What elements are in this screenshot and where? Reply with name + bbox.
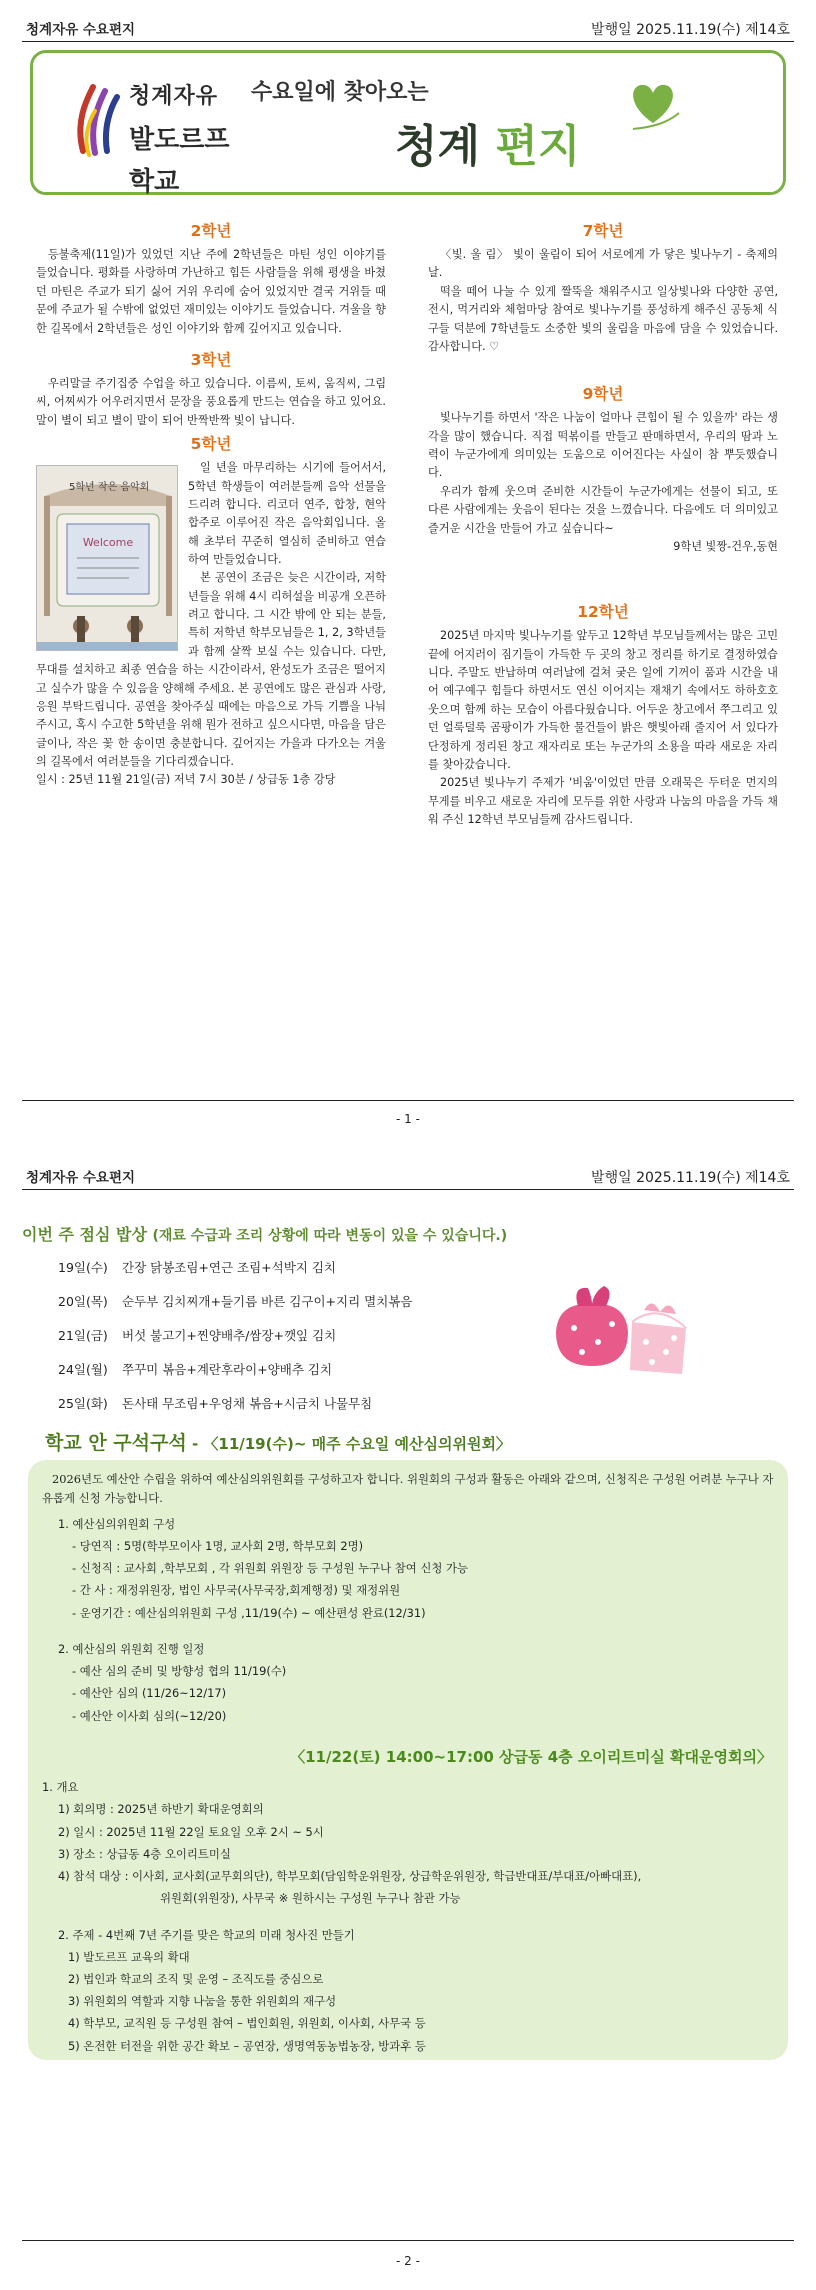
grade7-p1: 〈빛. 울 림〉 빛이 울림이 되어 서로에게 가 닿은 빛나누기 - 축제의 날.	[428, 248, 778, 280]
menu-row: 25일(화) 돈사태 무조림+우엉채 볶음+시금치 나물무침	[58, 1396, 373, 1411]
logo-line2: 발도르프학교	[129, 125, 230, 198]
gov-s1-item: - 당연직 : 5명(학부모이사 1명, 교사회 2명, 학부모회 2명)	[72, 1539, 364, 1554]
gov-box	[28, 1460, 788, 2060]
meet-s1-item: 4) 참석 대상 : 이사회, 교사회(교무회의단), 학부모회(담임학운위원장, 상급학운위원장, 학급반대표/부대표/아빠대표),	[58, 1869, 642, 1884]
svg-text:Welcome: Welcome	[82, 536, 134, 550]
gov-title: 학교 안 구석구석	[45, 1432, 187, 1454]
menu-row: 20일(목) 순두부 김치찌개+들기름 바른 김구이+지리 멸치볶음	[58, 1294, 413, 1309]
banner-title-b: 편지	[495, 121, 581, 172]
gov-intro: 2026년도 예산안 수립을 위하여 예산심의위원회를 구성하고자 합니다. 위원회의 구성과 활동은 아래와 같으며, 신청직은 구성원 어려분 누구나 자유롭게 신청 가능합니다.	[42, 1472, 774, 1506]
grade2-text: 등불축제(11일)가 있었던 지난 주에 2학년들은 마틴 성인 이야기를 들었습니다. 평화를 사랑하며 가난하고 힘든 사람들을 위해 평생을 바쳤던 마틴은 주교가 되기 싫어 거위 우리에 숨어 있었지만 결국 거위들 때문에 주교가 될 수밖에 없었던 재미있는 이야기도 들었습니다. 겨울을 향한 길목에서 2학년들은 성인 이야기와 함께 깊어지고 있습니다.	[36, 248, 386, 335]
grade9-title: 9학년	[582, 385, 624, 404]
meet-s2-item: 5) 온전한 터전을 위한 공간 확보 – 공연장, 생명역동농법농장, 방과후 등	[68, 2038, 426, 2053]
grade9-sign: 9학년 빛짱-건우,동현	[673, 539, 778, 553]
grade2-title: 2학년	[190, 222, 232, 240]
gov-s1: 1. 예산심의위원회 구성	[58, 1516, 176, 1531]
meet-s1-item: 2) 일시 : 2025년 11월 22일 토요일 오후 2시 ~ 5시	[58, 1824, 324, 1839]
photo-caption: 5학년 작은 음악회	[69, 482, 150, 494]
meet-s2-item: 4) 학부모, 교직원 등 구성원 참여 – 법인회원, 위원회, 이사회, 사무국 등	[68, 2016, 426, 2031]
column-left	[36, 215, 386, 790]
gov-s2-item: - 예산안 이사회 심의(~12/20)	[72, 1708, 227, 1723]
gov-s2-item: - 예산 심의 준비 및 방향성 협의 11/19(수)	[72, 1664, 287, 1679]
page-header	[22, 16, 794, 42]
school-logo	[73, 71, 233, 198]
grade12-p1: 2025년 마지막 빛나누기를 앞두고 12학년 부모님들께서는 많은 고민끝에 어지러이 짐기들이 가득한 두 곳의 창고 정리를 하기로 결정하였습니다. 주말도 반납하며 여러날에 걸쳐 궂은 일에 기꺼이 품과 시간을 내어 예구예구 힘들다 하면서도 연신 이어지는 재채기 속에서도 하하호호 웃으며 함께 하는 모습이 아름다웠습니다. 어두운 창고에서 쭈그리고 있던 얼룩덜룩 곰팡이가 가득한 물건들이 밝은 햇빛아래 줄지어 서 있다가 단정하게 정리된 창고 재자리로 또는 누군가의 소용을 따라 새로운 자리를 찾아갔습니다.	[428, 629, 778, 771]
page1-number: - 1 -	[396, 1112, 420, 1126]
grade12-p2: 2025년 빛나누기 주제가 '비움'이었던 만큼 오래묵은 두터운 먼지의 무게를 비우고 새로운 자리에 모두를 위한 사랑과 나눔의 마음을 가득 채워 주신 12학년 부모님들께 감사드립니다.	[428, 776, 778, 826]
header-date-2: 발행일 2025.11.19(수) 제14호	[591, 1170, 790, 1186]
banner-title	[395, 111, 580, 182]
menu-row: 24일(월) 쭈꾸미 볶음+계란후라이+양배추 김치	[58, 1362, 333, 1377]
gov-s2-item: - 예산안 심의 (11/26~12/17)	[72, 1686, 227, 1701]
grade5-info: 일시 : 25년 11월 21일(금) 저녁 7시 30분 / 상급동 1층 강당	[36, 773, 336, 787]
meet-s1-item: 3) 장소 : 상급동 4층 오이리트미실	[58, 1846, 231, 1861]
menu-heading	[22, 1222, 507, 1248]
menu-row: 21일(금) 버섯 불고기+찐양배추/쌈장+깻잎 김치	[58, 1328, 337, 1343]
grade7-p2: 떡을 떼어 나눌 수 있게 짤뚝을 채워주시고 일상빛나와 다양한 공연, 전시, 먹거리와 체험마당 참여로 빛나누기를 풍성하게 해주신 공동체 식구들 덕분에 7학년들도 소중한 빛의 울림을 마음에 담을 수 있었습니다. 감사합니다. ♡	[428, 284, 778, 353]
grade3-title: 3학년	[190, 350, 232, 369]
page-2	[0, 1150, 816, 2290]
grade5-title: 5학년	[190, 435, 232, 454]
grade5-p1: 일 년을 마무리하는 시기에 들어서서, 5학년 학생들이 여러분들께 음악 선물을 드리려 합니다. 리코더 연주, 합창, 현악 합주로 이루어진 작은 음악회입니다. 올해 초부터 꾸준히 열심히 준비하고 연습하여 만들었습니다.	[188, 461, 386, 566]
meet-s1: 1. 개요	[42, 1780, 79, 1795]
gov-s1-item: - 운영기간 : 예산심의위원회 구성 ,11/19(수) ~ 예산편성 완료(12/31)	[72, 1605, 426, 1620]
meet-s2-item: 3) 위원회의 역할과 지향 나눔을 통한 위원회의 재구성	[68, 1994, 337, 2009]
page1-rule	[22, 1100, 794, 1101]
grade9-p2: 우리가 함께 웃으며 준비한 시간들이 누군가에게는 선물이 되고, 또 다른 사람에게는 웃음이 된다는 것을 느꼈습니다. 다음에도 더 의미있고 즐거운 시간을 만들어 가고 싶습니다~	[428, 484, 778, 535]
grade7-title: 7학년	[582, 222, 624, 240]
page2-header	[22, 1164, 794, 1190]
meet-s2-item: 2) 법인과 학교의 조직 및 운영 – 조직도를 중심으로	[68, 1972, 324, 1987]
banner-title-a: 청계	[395, 121, 481, 172]
gov-s2: 2. 예산심의 위원회 진행 일정	[58, 1641, 205, 1656]
gov-subtitle: - 〈11/19(수)~ 매주 수요일 예산심의위원회〉	[186, 1435, 511, 1453]
grade3-text: 우리말글 주기집중 수업을 하고 있습니다. 이름씨, 토씨, 움직씨, 그림씨, 어찌씨가 어우러지면서 문장을 풍요롭게 만드는 연습을 하고 있어요. 말이 별이 되고 별이 말이 되어 반짝반짝 빛이 납니다.	[36, 377, 386, 427]
banner-subtitle: 수요일에 찾아오는	[251, 80, 429, 105]
menu-note: (재료 수급과 조리 상황에 따라 변동이 있을 수 있습니다.)	[152, 1228, 508, 1244]
menu-row: 19일(수) 간장 닭봉조림+연근 조림+석박지 김치	[58, 1260, 336, 1275]
meet-s1-cont: 위원회(위원장), 사무국 ※ 원하시는 구성원 누구나 참관 가능	[160, 1891, 461, 1906]
header-date: 발행일 2025.11.19(수) 제14호	[591, 22, 790, 38]
lunch-menu	[58, 1258, 412, 1428]
gov-heading	[45, 1428, 511, 1459]
logo-icon	[73, 81, 123, 161]
meet-s2: 2. 주제 - 4번째 7년 주기를 맞은 학교의 미래 청사진 만들기	[58, 1927, 355, 1942]
header-school: 청계자유 수요편지	[26, 22, 136, 38]
page2-rule	[22, 2240, 794, 2241]
gov-s1-item: - 신청직 : 교사회 ,학부모회 , 각 위원회 위원장 등 구성원 누구나 참여 신청 가능	[72, 1561, 468, 1576]
page2-number: - 2 -	[396, 2254, 420, 2268]
heart-icon	[623, 73, 683, 133]
grade5-photo	[36, 465, 178, 651]
meeting-title: 〈11/22(토) 14:00~17:00 상급동 4층 오이리트미실 확대운영회의〉	[290, 1747, 772, 1766]
meet-s2-item: 1) 발도르프 교육의 확대	[68, 1949, 190, 1964]
grade5-p2: 본 공연이 조금은 늦은 시간이라, 저학년들을 위해 4시 리허설을 비공개 오픈하려고 합니다. 그 시간 밖에 안 되는 분들, 특히 저학년 학부모님들은 1, 2, 3학년들과 함께 살짝 보실 수는 있습니다. 다만, 무대를 설치하고 최종 연습을 하는 시간이라서, 완성도가 조금은 떨어지고 실수가 많을 수 있음을 양해해 주세요. 본 공연에도 많은 관심과 사랑, 응원 부탁드립니다. 공연을 찾아주실 때에는 마음으로 가득 기쁨을 나눠주시고, 혹시 수고한 5학년을 위해 뭔가 전하고 싶으시다면, 마음을 담은 글이나, 작은 꽃 한 송이면 충분합니다. 깊어지는 가을과 다가오는 겨울의 길목에서 여러분들을 기다리겠습니다.	[36, 571, 386, 768]
grade12-title: 12학년	[577, 603, 629, 622]
masthead-banner	[30, 50, 786, 198]
gift-icon	[548, 1262, 698, 1382]
logo-line1: 청계자유	[129, 83, 219, 109]
header-school-2: 청계자유 수요편지	[26, 1170, 136, 1186]
column-right	[428, 215, 778, 829]
meet-s1-item: 1) 회의명 : 2025년 하반기 확대운영회의	[58, 1802, 264, 1817]
grade9-p1: 빛나누기를 하면서 '작은 나눔이 얼마나 큰힘이 될 수 있을까' 라는 생각을 많이 했습니다. 직접 떡볶이를 만들고 판매하면서, 우리의 땀과 노력이 누군가에게 의미있는 도움으로 이어진다는 사실이 참 뿌듯했습니다.	[428, 411, 778, 480]
menu-title: 이번 주 점심 밥상	[22, 1225, 147, 1244]
gov-s1-item: - 간 사 : 재정위원장, 법인 사무국(사무국장,회계행정) 및 재정위원	[72, 1583, 401, 1598]
